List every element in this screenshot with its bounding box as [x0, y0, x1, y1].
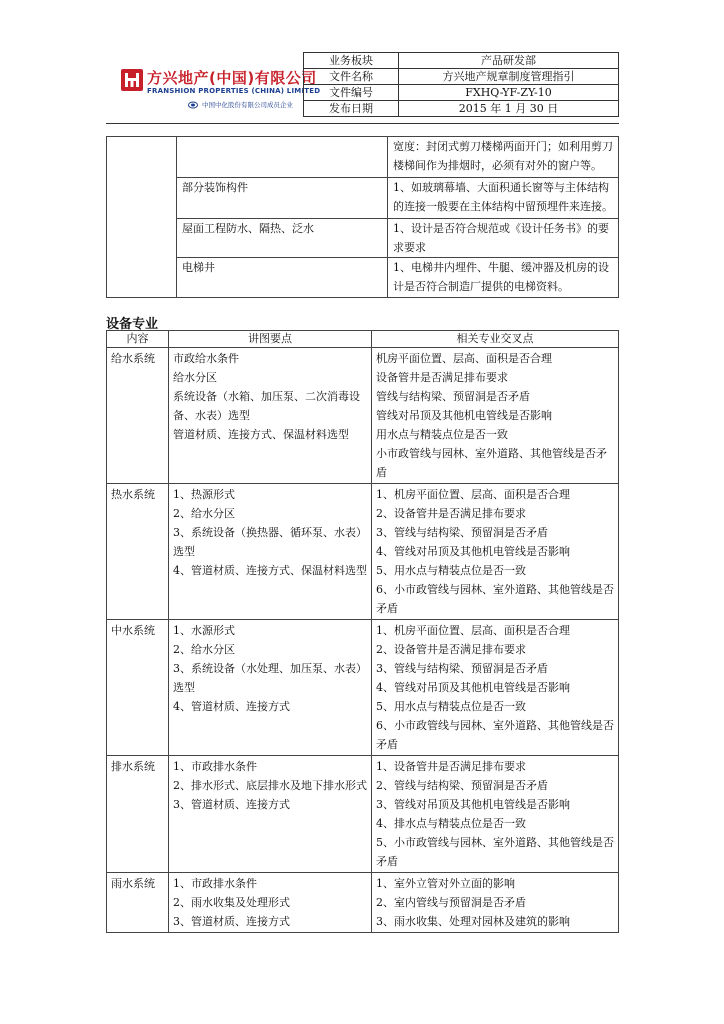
- content-cell: [388, 178, 619, 219]
- table-header-row: [107, 331, 619, 348]
- table-row: [107, 137, 619, 178]
- info-value: FXHQ-YF-ZY-10: [399, 85, 619, 101]
- point-text: 4、管道材质、连接方式、保温材料选型: [173, 564, 367, 577]
- cross-text: 管线对吊顶及其他机电管线是否影响: [376, 409, 552, 422]
- points-cell: [169, 484, 372, 620]
- merged-category-cell: [107, 137, 177, 298]
- point-text: 1、水源形式: [173, 624, 235, 637]
- point-text: 1、市政排水条件: [173, 760, 257, 773]
- cross-text: 5、用水点与精装点位是否一致: [376, 700, 526, 713]
- table-row: [107, 178, 619, 219]
- sinochem-icon: [188, 101, 198, 109]
- logo-mark-icon: [121, 69, 143, 91]
- points-cell: [169, 873, 372, 933]
- cross-cell: [372, 484, 619, 620]
- cross-text: 4、排水点与精装点位是否一致: [376, 817, 526, 830]
- cross-text: 5、小市政管线与园林、室外道路、其他管线是否矛盾: [376, 836, 614, 868]
- cross-text: 6、小市政管线与园林、室外道路、其他管线是否矛盾: [376, 583, 614, 615]
- info-row-filename: [304, 69, 619, 85]
- equipment-review-table: [106, 330, 619, 933]
- info-row-fileno: [304, 85, 619, 101]
- table-row: [107, 756, 619, 873]
- table-row: [107, 258, 619, 298]
- system-name-cell: 雨水系统: [107, 873, 169, 933]
- item-cell: 部分装饰构件: [177, 178, 388, 219]
- info-key: 文件编号: [304, 85, 399, 101]
- content-text: 1、如玻璃幕墙、大面积通长窗等与主体结构的连接一般要在主体结构中留预埋件来连接。: [393, 181, 613, 213]
- point-text: 2、给水分区: [173, 507, 235, 520]
- cross-text: 3、雨水收集、处理对园林及建筑的影响: [376, 915, 570, 928]
- header-divider: [106, 123, 619, 124]
- point-text: 1、市政排水条件: [173, 877, 257, 890]
- info-value: 产品研发部: [399, 53, 619, 69]
- cross-text: 4、管线对吊顶及其他机电管线是否影响: [376, 681, 570, 694]
- section-title: 设备专业: [106, 317, 159, 332]
- info-key: 文件名称: [304, 69, 399, 85]
- info-row-business: [304, 53, 619, 69]
- cross-text: 3、管线与结构梁、预留洞是否矛盾: [376, 662, 548, 675]
- point-text: 2、排水形式、底层排水及地下排水形式: [173, 779, 367, 792]
- info-key: 发布日期: [304, 101, 399, 117]
- cross-text: 2、设备管井是否满足排布要求: [376, 507, 526, 520]
- cross-text: 2、管线与结构梁、预留洞是否矛盾: [376, 779, 548, 792]
- content-text: 1、电梯井内埋件、牛腿、缓冲器及机房的设计是否符合制造厂提供的电梯资料。: [393, 261, 609, 293]
- cross-text: 1、机房平面位置、层高、面积是否合理: [376, 488, 570, 501]
- system-name-cell: 中水系统: [107, 620, 169, 756]
- cross-text: 1、室外立管对外立面的影响: [376, 877, 515, 890]
- point-text: 3、系统设备（换热器、循环泵、水表）选型: [173, 526, 367, 558]
- logo-subtitle: 中国中化股份有限公司成员企业: [202, 101, 293, 109]
- point-text: 4、管道材质、连接方式: [173, 700, 290, 713]
- info-value: 2015 年 1 月 30 日: [399, 101, 619, 117]
- cross-text: 4、管线对吊顶及其他机电管线是否影响: [376, 545, 570, 558]
- point-text: 2、给水分区: [173, 643, 235, 656]
- table-row: [107, 219, 619, 258]
- content-cell: [388, 258, 619, 298]
- cross-text: 1、机房平面位置、层高、面积是否合理: [376, 624, 570, 637]
- content-text: 宽度：封闭式剪刀楼梯两面开门；如利用剪刀楼梯间作为排烟时，必须有对外的窗户等。: [393, 140, 613, 172]
- points-cell: [169, 348, 372, 484]
- item-cell: 屋面工程防水、隔热、泛水: [177, 219, 388, 258]
- point-text: 3、管道材质、连接方式: [173, 915, 290, 928]
- cross-text: 3、管线与结构梁、预留洞是否矛盾: [376, 526, 548, 539]
- point-text: 2、雨水收集及处理形式: [173, 896, 290, 909]
- cross-text: 用水点与精装点位是否一致: [376, 428, 508, 441]
- cross-cell: [372, 873, 619, 933]
- cross-cell: [372, 348, 619, 484]
- cross-text: 设备管井是否满足排布要求: [376, 371, 508, 384]
- point-text: 3、管道材质、连接方式: [173, 798, 290, 811]
- table-row: [107, 348, 619, 484]
- point-text: 3、系统设备（水处理、加压泵、水表）选型: [173, 662, 367, 694]
- info-value: 方兴地产规章制度管理指引: [399, 69, 619, 85]
- cross-cell: [372, 756, 619, 873]
- info-key: 业务板块: [304, 53, 399, 69]
- cross-text: 机房平面位置、层高、面积是否合理: [376, 352, 552, 365]
- system-name-cell: 给水系统: [107, 348, 169, 484]
- item-cell: [177, 137, 388, 178]
- table-row: [107, 484, 619, 620]
- item-cell: 电梯井: [177, 258, 388, 298]
- structure-review-table: [106, 136, 619, 298]
- cross-text: 管线与结构梁、预留洞是否矛盾: [376, 390, 530, 403]
- company-logo: [106, 52, 321, 122]
- table-row: [107, 873, 619, 933]
- points-cell: [169, 620, 372, 756]
- column-header: 内容: [107, 331, 169, 348]
- point-text: 系统设备（水箱、加压泵、二次消毒设备、水表）选型: [173, 390, 360, 422]
- logo-chinese-name: 方兴地产(中国)有限公司: [147, 69, 317, 87]
- system-name-cell: 排水系统: [107, 756, 169, 873]
- logo-english-name: FRANSHION PROPERTIES (CHINA) LIMITED: [147, 87, 321, 95]
- cross-cell: [372, 620, 619, 756]
- point-text: 给水分区: [173, 371, 217, 384]
- column-header: 相关专业交叉点: [372, 331, 619, 348]
- cross-text: 3、管线对吊顶及其他机电管线是否影响: [376, 798, 570, 811]
- document-info-table: [303, 52, 619, 117]
- cross-text: 6、小市政管线与园林、室外道路、其他管线是否矛盾: [376, 719, 614, 751]
- point-text: 1、热源形式: [173, 488, 235, 501]
- column-header: 讲图要点: [169, 331, 372, 348]
- content-cell: [388, 219, 619, 258]
- content-cell: [388, 137, 619, 178]
- info-row-date: [304, 101, 619, 117]
- points-cell: [169, 756, 372, 873]
- cross-text: 小市政管线与园林、室外道路、其他管线是否矛盾: [376, 447, 607, 479]
- system-name-cell: 热水系统: [107, 484, 169, 620]
- cross-text: 1、设备管井是否满足排布要求: [376, 760, 526, 773]
- table-row: [107, 620, 619, 756]
- point-text: 市政给水条件: [173, 352, 239, 365]
- content-text: 1、设计是否符合规范或《设计任务书》的要求要求: [393, 222, 609, 254]
- cross-text: 2、室内管线与预留洞是否矛盾: [376, 896, 526, 909]
- cross-text: 2、设备管井是否满足排布要求: [376, 643, 526, 656]
- point-text: 管道材质、连接方式、保温材料选型: [173, 428, 349, 441]
- cross-text: 5、用水点与精装点位是否一致: [376, 564, 526, 577]
